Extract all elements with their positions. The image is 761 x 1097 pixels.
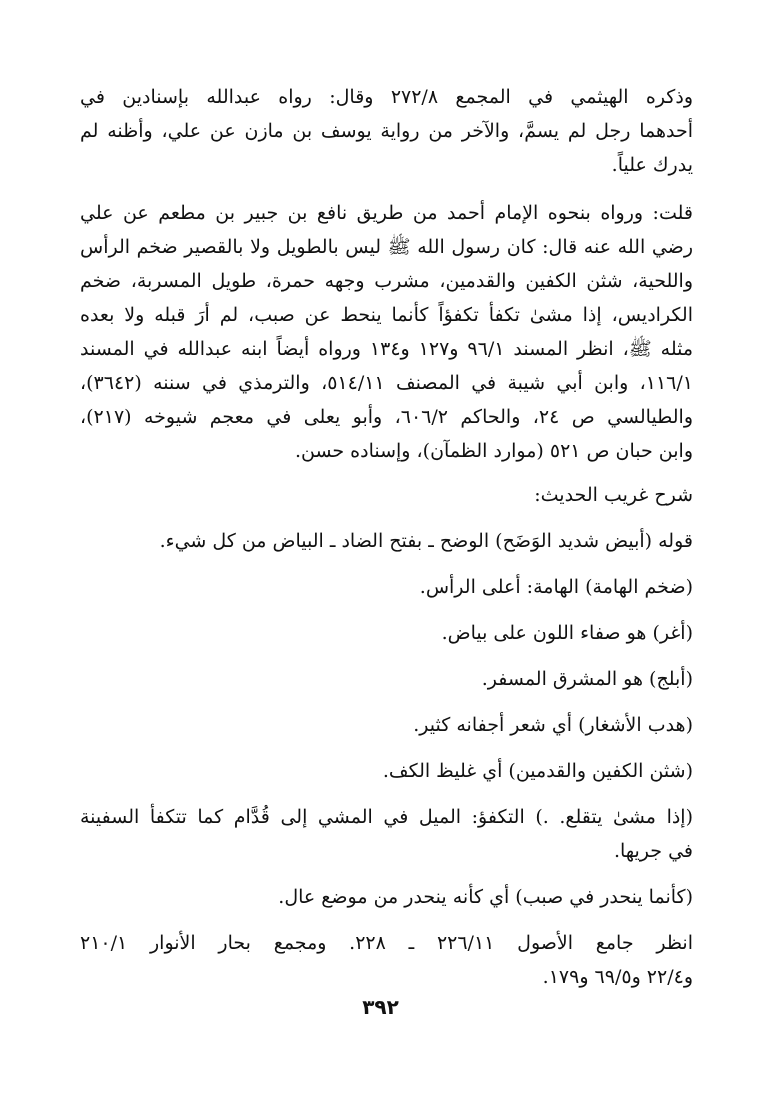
gloss-item: (أبلج) هو المشرق المسفر. <box>481 668 693 690</box>
text-line: ١١٦/١، وابن أبي شيبة في المصنف ٥١٤/١١، والترمذي في سننه (٣٦٤٢)، <box>80 372 693 394</box>
text-line: يدرك علياً. <box>611 154 693 176</box>
gloss-item: (أغر) هو صفاء اللون على بياض. <box>441 622 693 644</box>
gloss-list <box>80 524 693 914</box>
gloss-item: (ضخم الهامة) الهامة: أعلى الرأس. <box>419 576 693 598</box>
text-line: رضي الله عنه قال: كان رسول الله ﷺ ليس بالطويل ولا بالقصير ضخم الرأس <box>80 236 693 258</box>
gloss-item: قوله (أبيض شديد الوَضَح) الوضح ـ بفتح الضاد ـ البياض من كل شيء. <box>159 530 693 552</box>
gloss-item: (هدب الأشغار) أي شعر أجفانه كثير. <box>413 714 693 736</box>
text-line: انظر جامع الأصول ٢٢٦/١١ ـ ٢٢٨. ومجمع بحار الأنوار ٢١٠/١ <box>80 932 693 954</box>
gloss-item: (شثن الكفين والقدمين) أي غليظ الكف. <box>382 760 693 782</box>
gloss-item: (كأنما ينحدر في صبب) أي كأنه ينحدر من موضع عال. <box>278 886 693 908</box>
page-number: ٣٩٢ <box>362 995 399 1019</box>
text-line: في جريها. <box>613 840 693 862</box>
text-line: وذكره الهيثمي في المجمع ٢٧٢/٨ وقال: رواه عبدالله بإسنادين في <box>80 86 693 108</box>
gloss-item-long <box>80 800 693 868</box>
text-line: أحدهما رجل لم يسمَّ، والآخر من رواية يوسف بن مازن عن علي، وأظنه لم <box>80 120 693 142</box>
section-heading: شرح غريب الحديث: <box>534 484 693 506</box>
text-line: و٢٢/٤ و٦٩/٥ و١٧٩. <box>542 966 693 988</box>
paragraph-ahmad <box>80 196 693 468</box>
text-line: واللحية، شثن الكفين والقدمين، مشرب وجهه حمرة، طويل المسربة، ضخم <box>80 270 693 292</box>
text-line: مثله ﷺ، انظر المسند ٩٦/١ و١٢٧ و١٣٤ ورواه أيضاً ابنه عبدالله في المسند <box>80 338 694 360</box>
paragraph-references <box>80 926 693 994</box>
text-line: (إذا مشىٰ يتقلع. .) التكفؤ: الميل في المشي إلى قُدَّام كما تتكفأ السفينة <box>80 806 693 828</box>
text-line: وابن حبان ص ٥٢١ (موارد الظمآن)، وإسناده حسن. <box>294 440 693 462</box>
text-line: قلت: ورواه بنحوه الإمام أحمد من طريق نافع بن جبير بن مطعم عن علي <box>80 202 693 224</box>
text-line: والطيالسي ص ٢٤، والحاكم ٦٠٦/٢، وأبو يعلى في معجم شيوخه (٢١٧)، <box>80 406 694 428</box>
text-line: الكراديس، إذا مشىٰ تكفأ تكفؤاً كأنما ينحط عن صبب، لم أرَ قبله ولا بعده <box>80 304 693 326</box>
paragraph-haythami <box>80 80 693 182</box>
